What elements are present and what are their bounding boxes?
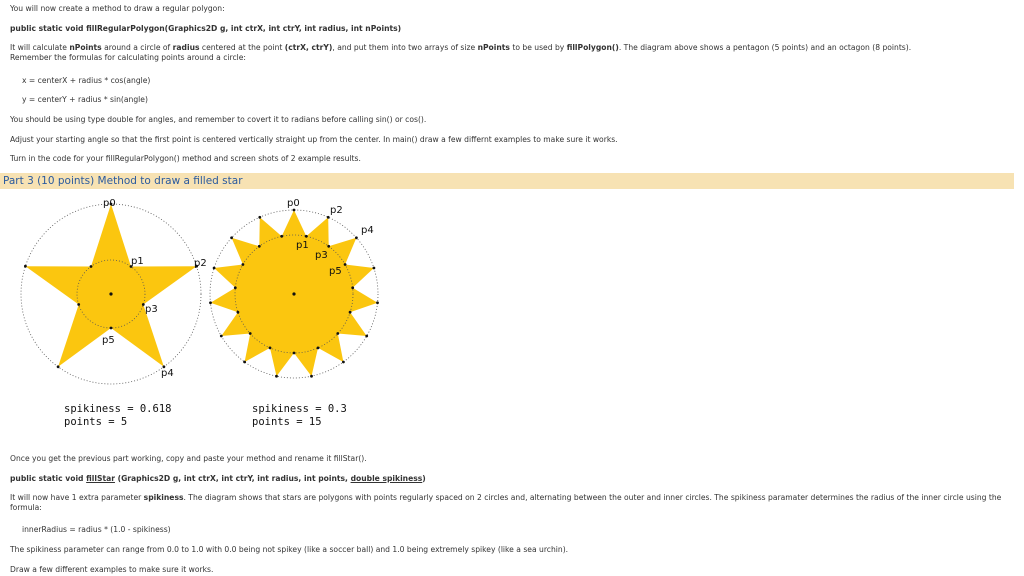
start-angle-note: Adjust your starting angle so that the first point is centered vertically straight up from the center. In main() draw a few differnt examples to make sure it works. <box>10 135 618 144</box>
vertex-dot <box>269 347 272 350</box>
vertex-dot <box>24 265 27 268</box>
vertex-dot <box>209 301 212 304</box>
star2-label-p1: p1 <box>296 240 309 251</box>
turn-in-note: Turn in the code for your fillRegularPolygon() method and screen shots of 2 example results. <box>10 154 361 163</box>
vertex-dot <box>77 303 80 306</box>
part3-heading: Part 3 (10 points) Method to draw a filled star <box>0 173 1014 189</box>
vertex-dot <box>305 235 308 238</box>
vertex-dot <box>220 335 223 338</box>
spikiness-range-note: The spikiness parameter can range from 0.0 to 1.0 with 0.0 being not spikey (like a soccer ball) and 1.0 being extremely spikey (like a sea urchin). <box>10 545 569 554</box>
formula-inner-radius: innerRadius = radius * (1.0 - spikiness) <box>22 525 171 534</box>
vertex-dot <box>230 236 233 239</box>
intro-text: You will now create a method to draw a regular polygon: <box>10 4 225 13</box>
star2-label-p0: p0 <box>287 198 300 209</box>
vertex-dot <box>258 216 261 219</box>
vertex-dot <box>349 311 352 314</box>
vertex-dot <box>355 236 358 239</box>
vertex-dot <box>234 286 237 289</box>
vertex-dot <box>110 327 113 330</box>
vertex-dot <box>213 267 216 270</box>
vertex-dot <box>293 352 296 355</box>
vertex-dot <box>57 365 60 368</box>
rename-note: Once you get the previous part working, copy and paste your method and rename it fillStar(). <box>10 454 367 463</box>
star1-label-p0: p0 <box>103 198 116 209</box>
vertex-dot <box>293 209 296 212</box>
star1-label-p2: p2 <box>194 258 207 269</box>
vertex-dot <box>243 361 246 364</box>
vertex-dot <box>275 375 278 378</box>
center-dot <box>292 292 295 295</box>
formula-y: y = centerY + radius * sin(angle) <box>22 95 148 104</box>
spikiness-description: It will now have 1 extra parameter spikiness. The diagram shows that stars are polygons with points regularly spaced on 2 circles and, alternating between the outer and inner circles. The spikiness paramater determines the radius of the inner circle using the formula: <box>10 493 1002 512</box>
vertex-dot <box>280 235 283 238</box>
vertex-dot <box>342 361 345 364</box>
vertex-dot <box>351 286 354 289</box>
vertex-dot <box>376 301 379 304</box>
star2-label-p4: p4 <box>361 225 374 236</box>
vertex-dot <box>327 245 330 248</box>
vertex-dot <box>336 332 339 335</box>
method-signature-star: public static void fillStar (Graphics2D g, int ctrX, int ctrY, int radius, int points, double spikiness) <box>10 474 426 483</box>
star1-label-p3: p3 <box>145 304 158 315</box>
vertex-dot <box>344 263 347 266</box>
vertex-dot <box>373 267 376 270</box>
method-signature-polygon: public static void fillRegularPolygon(Graphics2D g, int ctrX, int ctrY, int radius, int nPoints) <box>10 24 402 33</box>
vertex-dot <box>310 375 313 378</box>
vertex-dot <box>249 332 252 335</box>
examples-note: Draw a few different examples to make sure it works. <box>10 565 214 574</box>
vertex-dot <box>242 263 245 266</box>
star2-points-text: points = 15 <box>252 416 322 428</box>
star2-spikiness-text: spikiness = 0.3 <box>252 403 347 415</box>
star1-label-p5: p5 <box>102 335 115 346</box>
vertex-dot <box>90 265 93 268</box>
star1-spikiness-text: spikiness = 0.618 <box>64 403 172 415</box>
radians-note: You should be using type double for angles, and remember to covert it to radians before calling sin() or cos(). <box>10 115 427 124</box>
star-diagram <box>0 190 400 430</box>
vertex-dot <box>317 347 320 350</box>
star1-label-p1: p1 <box>131 256 144 267</box>
vertex-dot <box>327 216 330 219</box>
star2-label-p3: p3 <box>315 250 328 261</box>
star-fifteen-points <box>209 198 379 378</box>
star2-label-p5: p5 <box>329 266 342 277</box>
polygon-description: It will calculate nPoints around a circle of radius centered at the point (ctrX, ctrY), and put them into two arrays of size nPoints to be used by fillPolygon(). The diagram above shows a pentagon (5 points) and an octagon (8 points). Remember the formulas for calculating points around a circle: <box>10 43 912 62</box>
star1-points-text: points = 5 <box>64 416 128 428</box>
star1-label-p4: p4 <box>161 368 174 379</box>
formula-x: x = centerX + radius * cos(angle) <box>22 76 151 85</box>
center-dot <box>109 292 112 295</box>
star-five-points <box>21 198 207 384</box>
vertex-dot <box>258 245 261 248</box>
vertex-dot <box>365 335 368 338</box>
star2-label-p2: p2 <box>330 205 343 216</box>
vertex-dot <box>237 311 240 314</box>
